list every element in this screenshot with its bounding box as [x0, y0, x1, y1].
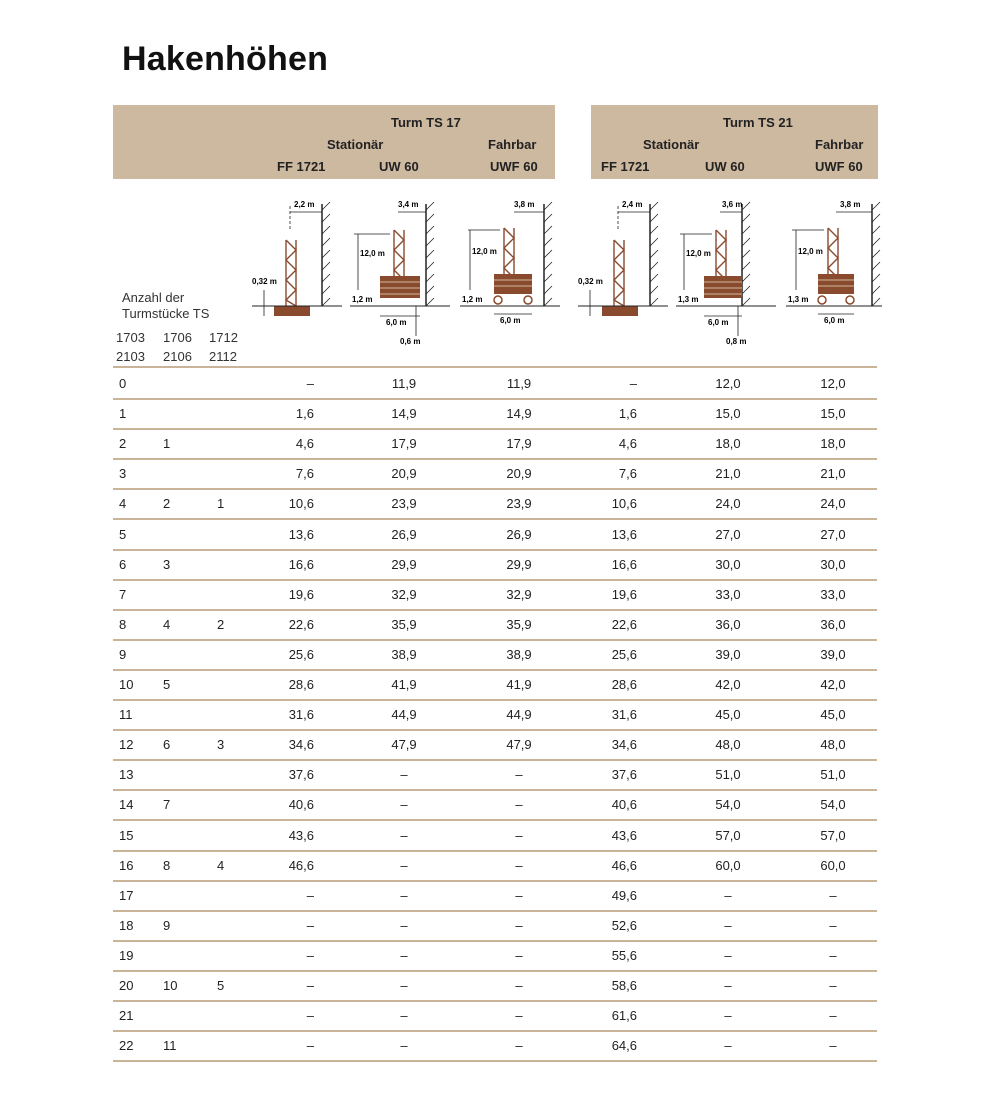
stationary-label: Stationär — [643, 137, 700, 152]
table-row — [113, 551, 877, 581]
table-cell: 32,9 — [391, 586, 417, 602]
table-cell: – — [515, 887, 523, 903]
table-cell: 23,9 — [391, 496, 417, 512]
table-cell: 20 — [119, 978, 134, 993]
table-cell: 31,6 — [611, 707, 637, 723]
table-cell: 8 — [119, 616, 127, 632]
table-row — [113, 611, 877, 641]
table-cell: – — [724, 917, 732, 933]
table-cell: 14,9 — [506, 406, 532, 422]
table-cell — [163, 761, 193, 789]
table-cell: 40,6 — [288, 797, 314, 813]
section-code: 2112 — [209, 349, 237, 364]
table-cell: 35,9 — [506, 616, 532, 632]
table-cell: – — [829, 947, 837, 963]
table-cell — [217, 551, 247, 579]
crane-diagram-uwf60-ts17 — [460, 190, 560, 330]
section-code: 2103 — [116, 349, 145, 364]
table-cell: 16,6 — [288, 556, 314, 572]
table-cell: 7 — [163, 797, 171, 813]
section-code: 1706 — [163, 330, 192, 345]
table-cell: 38,9 — [506, 646, 532, 662]
dim-width: 6,0 m — [500, 316, 521, 325]
table-cell: – — [306, 947, 314, 963]
column-header: UWF 60 — [815, 159, 863, 174]
column-header: UW 60 — [705, 159, 745, 174]
table-cell: 37,6 — [288, 767, 314, 783]
table-cell: 28,6 — [611, 677, 637, 692]
table-cell: 45,0 — [715, 707, 741, 723]
table-cell — [163, 882, 193, 910]
table-cell: – — [724, 947, 732, 963]
table-cell — [217, 1032, 247, 1060]
table-cell: 7,6 — [618, 466, 637, 482]
table-cell: 4 — [119, 496, 127, 512]
table-cell: 11,9 — [391, 376, 417, 391]
header-band-ts21 — [591, 105, 878, 179]
crane-diagram-ff1721-ts21 — [578, 190, 668, 330]
table-row — [113, 430, 877, 460]
count-label: Anzahl der — [122, 290, 185, 305]
table-cell: 10 — [163, 978, 178, 993]
dim-jib: 2,2 m — [294, 200, 315, 209]
stationary-label: Stationär — [327, 137, 384, 152]
table-cell: – — [400, 1038, 408, 1054]
table-cell: – — [515, 947, 523, 963]
table-cell — [163, 822, 193, 850]
table-row — [113, 1032, 877, 1062]
table-cell: 20,9 — [506, 466, 532, 482]
table-cell: 4,6 — [618, 436, 637, 452]
table-cell: – — [400, 978, 408, 993]
table-cell: 21,0 — [715, 466, 741, 482]
table-cell: 19 — [119, 947, 134, 963]
table-cell — [217, 521, 247, 549]
table-cell — [217, 942, 247, 970]
table-cell: 41,9 — [391, 677, 417, 692]
table-cell: – — [829, 1008, 837, 1024]
table-row — [113, 400, 877, 430]
table-cell: – — [724, 1038, 732, 1054]
dim-base: 1,3 m — [678, 295, 699, 304]
table-cell: 16 — [119, 857, 134, 873]
table-cell: 3 — [163, 556, 171, 572]
table-row — [113, 370, 877, 400]
table-cell: 25,6 — [288, 646, 314, 662]
table-cell: 2 — [119, 436, 127, 452]
table-cell: – — [306, 1008, 314, 1024]
table-cell — [217, 912, 247, 940]
table-cell: 58,6 — [611, 978, 637, 993]
table-cell: – — [306, 978, 314, 993]
table-cell: 36,0 — [715, 616, 741, 632]
dim-height: 12,0 m — [686, 249, 711, 258]
table-cell — [217, 370, 247, 398]
dim-jib: 3,6 m — [722, 200, 743, 209]
table-cell: 10,6 — [288, 496, 314, 512]
table-cell: 15 — [119, 827, 134, 843]
table-cell: 47,9 — [506, 737, 532, 753]
table-cell: 12,0 — [715, 376, 741, 391]
table-cell — [217, 641, 247, 669]
dim-base: 1,3 m — [788, 295, 809, 304]
table-cell: 44,9 — [506, 707, 532, 723]
table-cell: 1,6 — [295, 406, 314, 422]
tower-title: Turm TS 17 — [391, 115, 461, 130]
table-cell: 28,6 — [288, 677, 314, 692]
mobile-label: Fahrbar — [488, 137, 537, 152]
table-cell: 40,6 — [611, 797, 637, 813]
table-cell: 10 — [119, 677, 134, 692]
table-cell: – — [724, 978, 732, 993]
crane-diagram-ff1721-ts17 — [252, 190, 342, 330]
table-cell: 43,6 — [288, 827, 314, 843]
table-cell: 30,0 — [820, 556, 846, 572]
dim-height: 12,0 m — [360, 249, 385, 258]
table-cell: 34,6 — [288, 737, 314, 753]
table-cell: 52,6 — [611, 917, 637, 933]
table-cell — [163, 460, 193, 488]
table-cell: 5 — [217, 978, 225, 993]
table-cell: – — [515, 1038, 523, 1054]
dim-jib: 3,8 m — [514, 200, 535, 209]
table-row — [113, 822, 877, 852]
table-cell: – — [306, 917, 314, 933]
table-cell: – — [829, 1038, 837, 1054]
table-cell — [163, 701, 193, 729]
dim-base: 0,32 m — [578, 277, 603, 286]
table-row — [113, 490, 877, 520]
table-cell: 54,0 — [820, 797, 846, 813]
table-cell: – — [400, 767, 408, 783]
table-cell: 55,6 — [611, 947, 637, 963]
dim-width: 6,0 m — [708, 318, 729, 327]
table-cell: 5 — [119, 526, 127, 542]
table-cell: 3 — [217, 737, 225, 753]
table-cell: 22 — [119, 1038, 134, 1054]
table-row — [113, 912, 877, 942]
dim-offset: 0,8 m — [726, 337, 747, 346]
table-cell: 20,9 — [391, 466, 417, 482]
dim-base: 1,2 m — [352, 295, 373, 304]
table-cell: 0 — [119, 376, 127, 391]
table-cell: – — [829, 887, 837, 903]
table-cell — [217, 581, 247, 609]
table-cell: 61,6 — [611, 1008, 637, 1024]
table-cell: 17,9 — [391, 436, 417, 452]
column-header: UWF 60 — [490, 159, 538, 174]
table-row — [113, 701, 877, 731]
table-cell: – — [400, 947, 408, 963]
table-cell: 21,0 — [820, 466, 846, 482]
table-row — [113, 731, 877, 761]
table-cell — [217, 791, 247, 819]
section-code: 2106 — [163, 349, 192, 364]
dim-width: 6,0 m — [386, 318, 407, 327]
table-cell: 33,0 — [820, 586, 846, 602]
table-cell: – — [515, 767, 523, 783]
table-cell — [163, 581, 193, 609]
dim-offset: 0,6 m — [400, 337, 421, 346]
table-cell: – — [829, 917, 837, 933]
table-cell: 19,6 — [288, 586, 314, 602]
table-cell — [163, 1002, 193, 1030]
table-top-rule — [113, 366, 877, 368]
table-cell: – — [400, 827, 408, 843]
table-cell: – — [515, 827, 523, 843]
table-cell: – — [515, 917, 523, 933]
dim-height: 12,0 m — [472, 247, 497, 256]
table-cell: 6 — [163, 737, 171, 753]
dim-jib: 3,8 m — [840, 200, 861, 209]
crane-diagram-uwf60-ts21 — [786, 190, 882, 330]
table-cell: 22,6 — [611, 616, 637, 632]
table-cell: 21 — [119, 1008, 134, 1024]
table-row — [113, 942, 877, 972]
table-cell: – — [829, 978, 837, 993]
table-cell: 57,0 — [820, 827, 846, 843]
table-cell: – — [400, 1008, 408, 1024]
table-cell: – — [515, 797, 523, 813]
table-cell: 45,0 — [820, 707, 846, 723]
table-row — [113, 972, 877, 1002]
table-cell: 44,9 — [391, 707, 417, 723]
table-cell: 18 — [119, 917, 134, 933]
table-cell: 41,9 — [506, 677, 532, 692]
table-cell: 1 — [119, 406, 127, 422]
table-cell: 4 — [163, 616, 171, 632]
crane-diagram-uw60-ts17 — [350, 190, 450, 350]
table-cell: 48,0 — [820, 737, 846, 753]
column-header: FF 1721 — [277, 159, 326, 174]
table-cell — [163, 370, 193, 398]
table-cell: 34,6 — [611, 737, 637, 753]
table-cell: 17,9 — [506, 436, 532, 452]
mobile-label: Fahrbar — [815, 137, 864, 152]
table-cell — [163, 400, 193, 428]
table-cell: 29,9 — [506, 556, 532, 572]
table-cell: 33,0 — [715, 586, 741, 602]
table-cell: – — [515, 978, 523, 993]
section-code: 1703 — [116, 330, 145, 345]
table-cell: 13 — [119, 767, 134, 783]
table-cell: – — [515, 857, 523, 873]
table-cell: 11 — [163, 1038, 177, 1054]
count-label: Turmstücke TS — [122, 306, 210, 321]
table-row — [113, 641, 877, 671]
dim-height: 12,0 m — [798, 247, 823, 256]
table-cell: – — [400, 857, 408, 873]
table-cell: 4 — [217, 857, 225, 873]
table-cell: 46,6 — [288, 857, 314, 873]
page-title: Hakenhöhen — [122, 40, 329, 78]
table-cell: – — [306, 376, 314, 391]
table-cell: 2 — [163, 496, 171, 512]
crane-diagram-uw60-ts21 — [676, 190, 776, 350]
dim-jib: 2,4 m — [622, 200, 643, 209]
table-cell: 36,0 — [820, 616, 846, 632]
table-cell: 14,9 — [391, 406, 417, 422]
table-row — [113, 852, 877, 882]
table-cell: 64,6 — [611, 1038, 637, 1054]
table-cell: 12,0 — [820, 376, 846, 391]
table-cell: 7 — [119, 586, 127, 602]
dim-width: 6,0 m — [824, 316, 845, 325]
table-cell: 47,9 — [391, 737, 417, 753]
table-cell: 13,6 — [611, 526, 637, 542]
table-cell: 54,0 — [715, 797, 741, 813]
table-cell: 37,6 — [611, 767, 637, 783]
table-cell: 6 — [119, 556, 127, 572]
table-cell — [217, 460, 247, 488]
table-cell: 9 — [163, 917, 171, 933]
table-cell: 15,0 — [820, 406, 846, 422]
table-row — [113, 761, 877, 791]
table-cell: 60,0 — [715, 857, 741, 873]
section-code: 1712 — [209, 330, 238, 345]
table-cell: 26,9 — [391, 526, 417, 542]
table-cell — [217, 761, 247, 789]
table-cell: 51,0 — [820, 767, 846, 783]
table-row — [113, 1002, 877, 1032]
table-cell: 14 — [119, 797, 134, 813]
table-row — [113, 521, 877, 551]
table-cell: 10,6 — [611, 496, 637, 512]
table-cell: 24,0 — [820, 496, 846, 512]
table-cell: 18,0 — [820, 436, 846, 452]
table-cell: 32,9 — [506, 586, 532, 602]
table-cell: – — [306, 887, 314, 903]
table-cell — [217, 1002, 247, 1030]
table-cell: 25,6 — [611, 646, 637, 662]
table-cell: 39,0 — [715, 646, 741, 662]
table-row — [113, 671, 877, 701]
table-cell: 19,6 — [611, 586, 637, 602]
table-cell: 42,0 — [715, 677, 741, 692]
table-cell: 60,0 — [820, 857, 846, 873]
column-header: UW 60 — [379, 159, 419, 174]
table-cell — [217, 400, 247, 428]
table-cell — [217, 430, 247, 458]
table-cell — [217, 882, 247, 910]
dim-base: 0,32 m — [252, 277, 277, 286]
tower-title: Turm TS 21 — [723, 115, 793, 130]
table-cell: 51,0 — [715, 767, 741, 783]
table-cell — [163, 521, 193, 549]
header-band-ts17 — [113, 105, 555, 179]
table-cell: 1,6 — [618, 406, 637, 422]
table-cell: 27,0 — [820, 526, 846, 542]
table-cell: 35,9 — [391, 616, 417, 632]
table-cell: 13,6 — [288, 526, 314, 542]
table-cell: – — [400, 887, 408, 903]
table-cell: 16,6 — [611, 556, 637, 572]
table-cell: – — [400, 917, 408, 933]
table-cell: – — [515, 1008, 523, 1024]
table-cell: – — [400, 797, 408, 813]
column-header: FF 1721 — [601, 159, 650, 174]
table-cell — [217, 822, 247, 850]
table-cell: – — [306, 1038, 314, 1054]
table-cell: 43,6 — [611, 827, 637, 843]
table-cell: 39,0 — [820, 646, 846, 662]
table-cell: 11,9 — [506, 376, 532, 391]
table-cell: 12 — [119, 737, 134, 753]
table-row — [113, 581, 877, 611]
table-cell: 3 — [119, 466, 127, 482]
table-cell: 57,0 — [715, 827, 741, 843]
table-cell: 38,9 — [391, 646, 417, 662]
table-cell — [217, 701, 247, 729]
table-cell — [163, 942, 193, 970]
table-cell: 46,6 — [611, 857, 637, 873]
table-cell: 1 — [163, 436, 171, 452]
table-cell: 22,6 — [288, 616, 314, 632]
table-cell — [163, 641, 193, 669]
table-cell: 24,0 — [715, 496, 741, 512]
table-cell: 26,9 — [506, 526, 532, 542]
dim-jib: 3,4 m — [398, 200, 419, 209]
table-cell: 18,0 — [715, 436, 741, 452]
table-cell: – — [724, 887, 732, 903]
table-cell: 11 — [119, 707, 133, 723]
table-row — [113, 460, 877, 490]
table-cell: 4,6 — [295, 436, 314, 452]
table-cell — [217, 671, 247, 699]
table-cell: 8 — [163, 857, 171, 873]
table-cell: 7,6 — [295, 466, 314, 482]
table-cell: 49,6 — [611, 887, 637, 903]
table-cell: 17 — [119, 887, 134, 903]
table-cell: – — [629, 376, 637, 391]
table-cell: 23,9 — [506, 496, 532, 512]
table-row — [113, 882, 877, 912]
table-cell: 42,0 — [820, 677, 846, 692]
table-cell: 48,0 — [715, 737, 741, 753]
table-row — [113, 791, 877, 821]
table-cell: 30,0 — [715, 556, 741, 572]
table-cell: 2 — [217, 616, 225, 632]
table-cell: 1 — [217, 496, 225, 512]
table-cell: 15,0 — [715, 406, 741, 422]
table-cell: – — [724, 1008, 732, 1024]
table-cell: 9 — [119, 646, 127, 662]
table-cell: 27,0 — [715, 526, 741, 542]
table-cell: 31,6 — [288, 707, 314, 723]
dim-base: 1,2 m — [462, 295, 483, 304]
table-cell: 5 — [163, 677, 171, 692]
table-cell: 29,9 — [391, 556, 417, 572]
